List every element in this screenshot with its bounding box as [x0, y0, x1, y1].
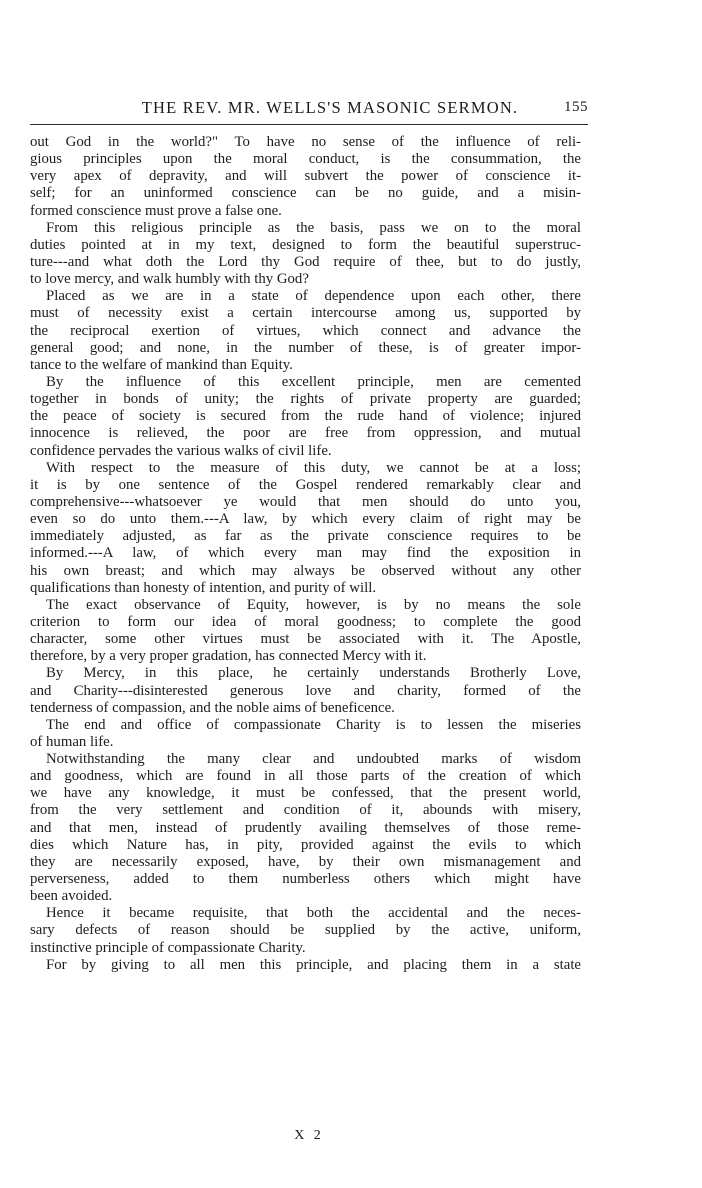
- text-line: Placed as we are in a state of dependence upon each other, there: [46, 288, 581, 305]
- text-line: very apex of depravity, and will subvert the power of conscience it-: [30, 168, 581, 185]
- text-line: it is by one sentence of the Gospel rendered remarkably clear and: [30, 476, 581, 493]
- running-head: THE REV. MR. WELLS'S MASONIC SERMON.: [141, 98, 519, 117]
- text-line: innocence is relieved, the poor are free from oppression, and mutual: [30, 425, 581, 442]
- text-line: criterion to form our idea of moral goodness; to complete the good: [30, 613, 581, 630]
- text-line: confidence pervades the various walks of civil life.: [30, 442, 332, 459]
- text-line: comprehensive---whatsoever ye would that men should do unto you,: [30, 493, 581, 510]
- text-line: qualifications than honesty of intention, and purity of will.: [30, 579, 377, 596]
- text-line: sary defects of reason should be supplied by the active, uniform,: [30, 922, 581, 939]
- text-line: been avoided.: [30, 888, 113, 905]
- text-line: must of necessity exist a certain intercourse among us, supported by: [30, 305, 581, 322]
- text-line: out God in the world?" To have no sense of the influence of reli-: [30, 134, 581, 150]
- text-line: we have any knowledge, it must be confessed, that the present world,: [30, 785, 581, 802]
- text-line: character, some other virtues must be associated with it. The Apostle,: [30, 631, 581, 648]
- text-line: to love mercy, and walk humbly with thy God?: [30, 271, 309, 288]
- text-line: and that men, instead of prudently availing themselves of those reme-: [30, 819, 581, 836]
- signature-mark: X 2: [294, 1128, 324, 1143]
- text-line: the peace of society is secured from the rude hand of violence; injured: [30, 408, 581, 425]
- text-line: tance to the welfare of mankind than Equity.: [30, 356, 293, 373]
- text-line: formed conscience must prove a false one.: [30, 202, 282, 219]
- text-line: from the very settlement and condition of it, abounds with misery,: [30, 802, 581, 819]
- page-header: [30, 98, 588, 122]
- text-line: tenderness of compassion, and the noble aims of beneficence.: [30, 699, 395, 716]
- text-line: Notwithstanding the many clear and undoubted marks of wisdom: [46, 751, 581, 768]
- text-line: together in bonds of unity; the rights of private property are guarded;: [30, 391, 581, 408]
- text-line: instinctive principle of compassionate Charity.: [30, 939, 306, 956]
- sermon-text: [30, 134, 581, 1154]
- text-line: his own breast; and which may always be observed without any other: [30, 562, 581, 579]
- text-line: informed.---A law, of which every man may find the exposition in: [30, 545, 581, 562]
- text-line: From this religious principle as the basis, pass we on to the moral: [46, 219, 581, 236]
- text-line: of human life.: [30, 733, 114, 750]
- text-line: and Charity---disinterested generous love and charity, formed of the: [30, 682, 581, 699]
- text-line: The exact observance of Equity, however, is by no means the sole: [46, 596, 581, 613]
- text-line: the reciprocal exertion of virtues, which connect and advance the: [30, 322, 581, 339]
- text-line: gious principles upon the moral conduct, is the consummation, the: [30, 151, 581, 168]
- text-line: For by giving to all men this principle, and placing them in a state: [46, 956, 581, 973]
- text-line: The end and office of compassionate Charity is to lessen the miseries: [46, 716, 581, 733]
- text-line: With respect to the measure of this duty, we cannot be at a loss;: [46, 459, 581, 476]
- text-line: general good; and none, in the number of these, is of greater impor-: [30, 339, 581, 356]
- page-number: 155: [564, 99, 588, 115]
- text-line: self; for an uninformed conscience can be no guide, and a misin-: [30, 185, 581, 202]
- text-line: By Mercy, in this place, he certainly understands Brotherly Love,: [46, 665, 581, 682]
- text-line: and goodness, which are found in all those parts of the creation of which: [30, 768, 581, 785]
- text-line: dies which Nature has, in pity, provided against the evils to which: [30, 836, 581, 853]
- text-line: By the influence of this excellent principle, men are cemented: [46, 373, 581, 390]
- text-line: duties pointed at in my text, designed to form the beautiful superstruc-: [30, 236, 581, 253]
- text-line: even so do unto them.---A law, by which every claim of right may be: [30, 511, 581, 528]
- text-line: therefore, by a very proper gradation, has connected Mercy with it.: [30, 648, 427, 665]
- text-line: perverseness, added to them numberless others which might have: [30, 871, 581, 888]
- text-line: ture---and what doth the Lord thy God require of thee, but to do justly,: [30, 253, 581, 270]
- text-line: Hence it became requisite, that both the accidental and the neces-: [46, 905, 581, 922]
- header-rule: [30, 124, 588, 125]
- text-line: immediately adjusted, as far as the private conscience requires to be: [30, 528, 581, 545]
- text-line: they are necessarily exposed, have, by their own mismanagement and: [30, 853, 581, 870]
